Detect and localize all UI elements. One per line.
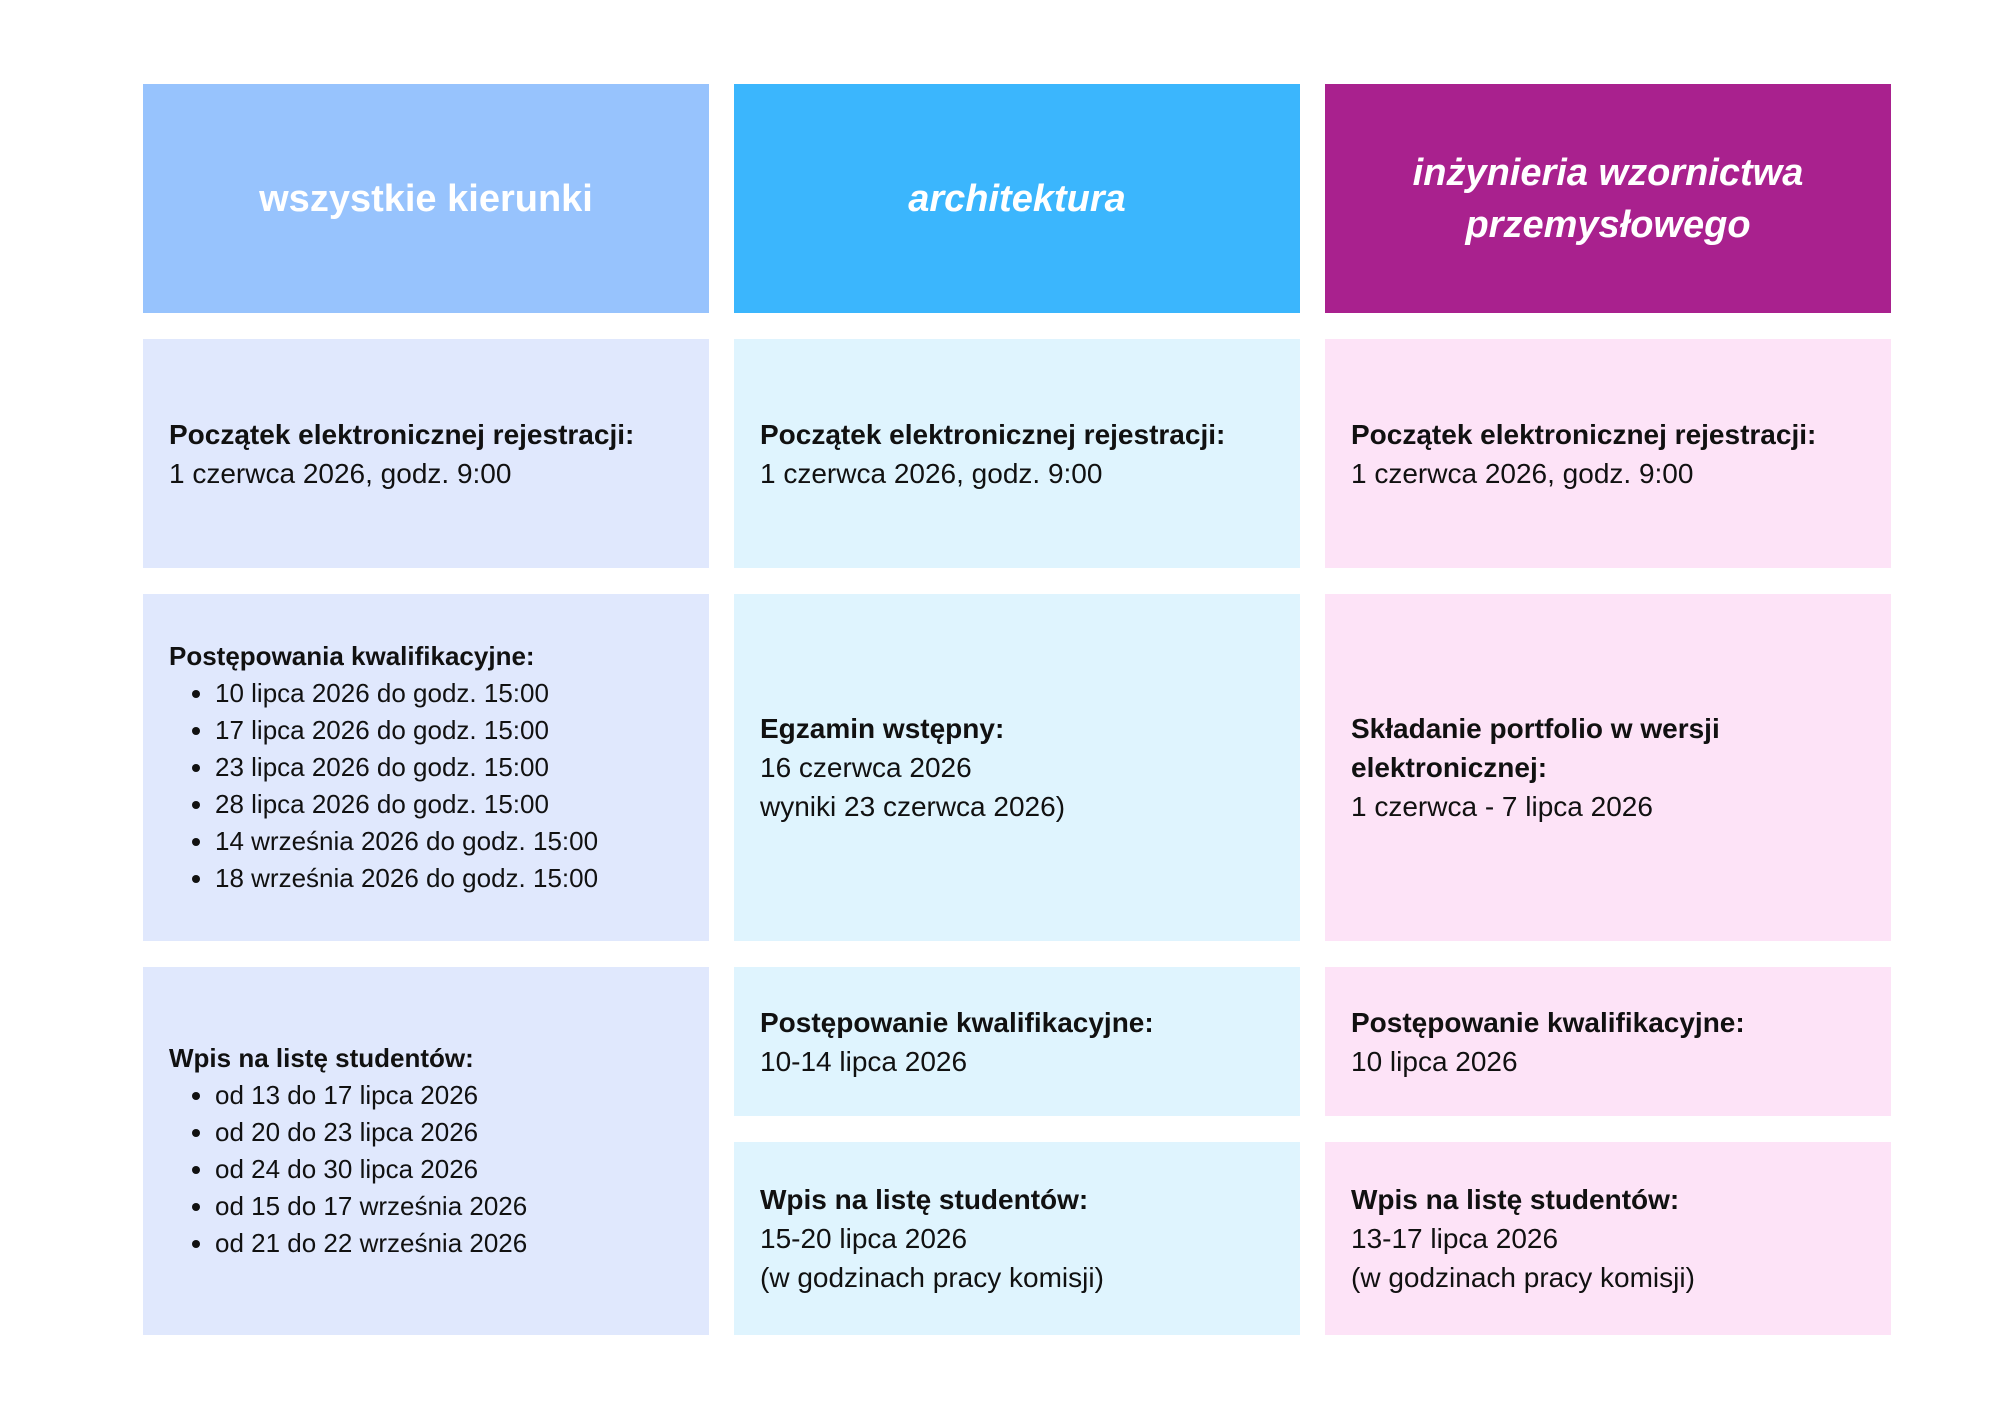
enrollment-date: 15-20 lipca 2026 [760,1223,968,1254]
qualification-box-architecture [734,967,1300,1116]
header-industrial-design [1325,84,1891,313]
qualification-date: 10-14 lipca 2026 [760,1045,968,1077]
list-item: • 10 lipca 2026 do godz. 15:00 [215,675,683,712]
list-item: • od 21 do 22 września 2026 [215,1225,683,1262]
list-item: • od 20 do 23 lipca 2026 [215,1114,683,1151]
registration-date: 1 czerwca 2026, godz. 9:00 [169,457,512,489]
registration-box-design [1325,339,1891,568]
header-title: architektura [908,177,1126,220]
qualification-box-all [143,594,709,941]
qualification-label: Postępowania kwalifikacyjne: [169,641,535,671]
registration-box-all [143,339,709,568]
list-item: • od 15 do 17 września 2026 [215,1188,683,1225]
qualification-date-list [169,675,683,897]
registration-date: 1 czerwca 2026, godz. 9:00 [1351,457,1694,489]
list-item: • 23 lipca 2026 do godz. 15:00 [215,749,683,786]
enrollment-date: 13-17 lipca 2026 [1351,1223,1559,1254]
exam-box-architecture [734,594,1300,941]
registration-label: Początek elektronicznej rejestracji: [169,418,635,450]
enrollment-box-architecture [734,1142,1300,1335]
qualification-label: Postępowanie kwalifikacyjne: [760,1006,1154,1038]
enrollment-label: Wpis na listę studentów: [169,1043,474,1073]
qualification-box-design [1325,967,1891,1116]
header-title-line2: przemysłowego [1465,203,1751,246]
enrollment-note: (w godzinach pracy komisji) [1351,1262,1695,1293]
enrollment-label: Wpis na listę studentów: [1351,1184,1680,1215]
list-item: • od 24 do 30 lipca 2026 [215,1151,683,1188]
header-all-programs [143,84,709,313]
exam-date: 16 czerwca 2026 [760,752,972,783]
enrollment-box-all [143,967,709,1335]
portfolio-box-design [1325,594,1891,941]
list-item: • 14 września 2026 do godz. 15:00 [215,823,683,860]
header-title: wszystkie kierunki [259,177,593,220]
enrollment-date-list [169,1077,683,1262]
exam-label: Egzamin wstępny: [760,713,1005,744]
list-item: • od 13 do 17 lipca 2026 [215,1077,683,1114]
enrollment-box-design [1325,1142,1891,1335]
enrollment-note: (w godzinach pracy komisji) [760,1262,1104,1293]
portfolio-label-line1: Składanie portfolio w wersji [1351,713,1720,744]
portfolio-label-line2: elektronicznej: [1351,752,1548,783]
registration-date: 1 czerwca 2026, godz. 9:00 [760,457,1103,489]
list-item: • 28 lipca 2026 do godz. 15:00 [215,786,683,823]
enrollment-label: Wpis na listę studentów: [760,1184,1089,1215]
list-item: • 17 lipca 2026 do godz. 15:00 [215,712,683,749]
header-architecture [734,84,1300,313]
qualification-label: Postępowanie kwalifikacyjne: [1351,1006,1745,1038]
registration-label: Początek elektronicznej rejestracji: [1351,418,1817,450]
header-title-line1: inżynieria wzornictwa [1412,151,1804,194]
qualification-date: 10 lipca 2026 [1351,1045,1518,1077]
portfolio-date: 1 czerwca - 7 lipca 2026 [1351,791,1653,822]
list-item: • 18 września 2026 do godz. 15:00 [215,860,683,897]
exam-results-date: wyniki 23 czerwca 2026) [760,791,1066,822]
registration-box-architecture [734,339,1300,568]
registration-label: Początek elektronicznej rejestracji: [760,418,1226,450]
